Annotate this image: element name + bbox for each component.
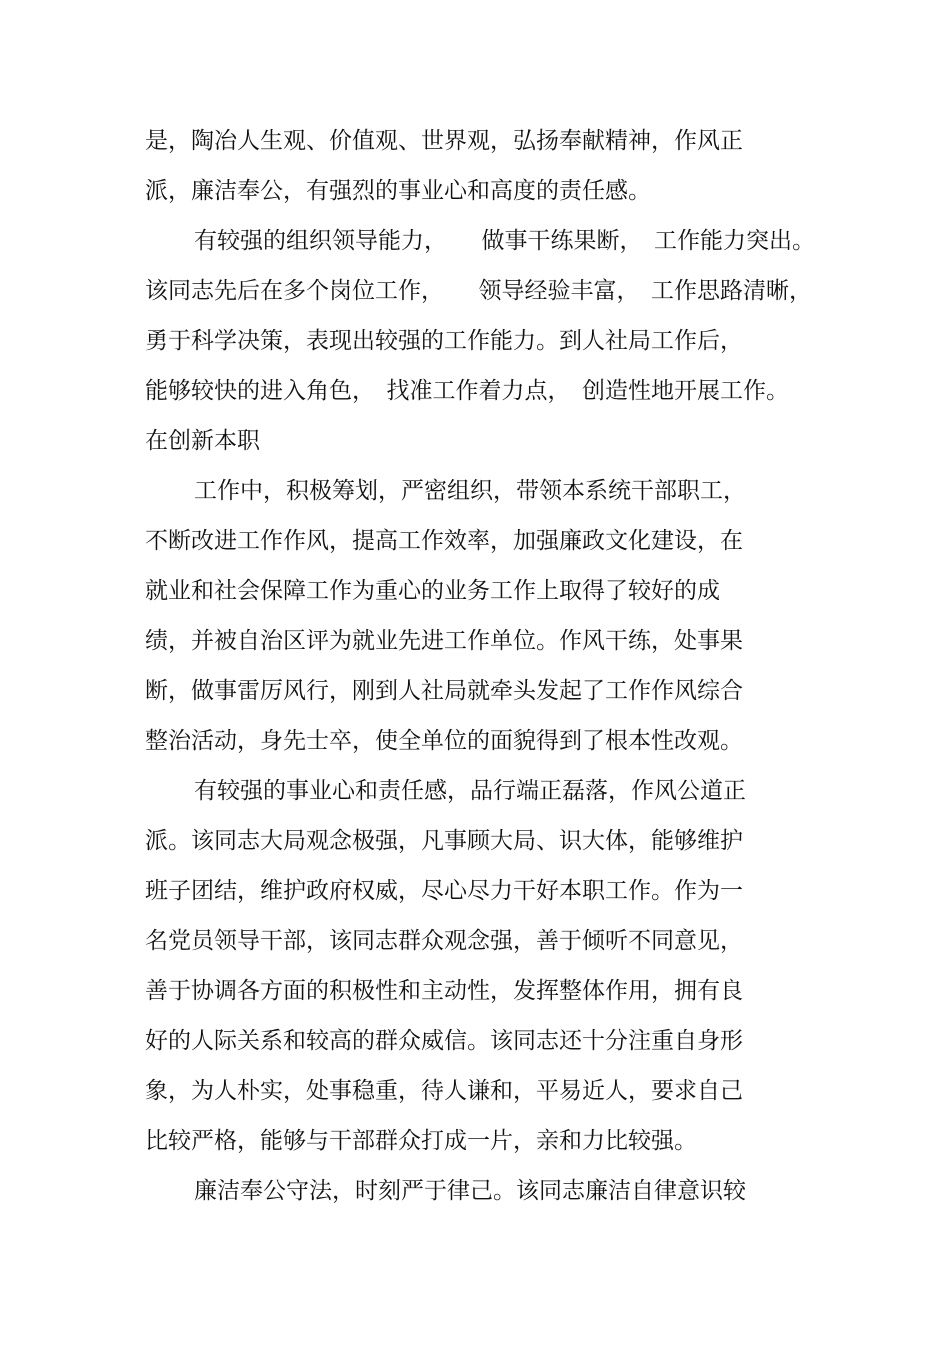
text-line: 好的人际关系和较高的群众威信。该同志还十分注重自身形 — [145, 1028, 743, 1054]
paragraph-start-line: 廉洁奉公守法，时刻严于律己。该同志廉洁自律意识较 — [194, 1178, 746, 1204]
text-line: 勇于科学决策，表现出较强的工作能力。到人社局工作后， — [145, 328, 743, 354]
text-line: 派，廉洁奉公，有强烈的事业心和高度的责任感。 — [145, 178, 651, 204]
text-line: 就业和社会保障工作为重心的业务工作上取得了较好的成 — [145, 578, 720, 604]
text-line: 断，做事雷厉风行，刚到人社局就牵头发起了工作作风综合 — [145, 678, 743, 704]
text-line: 能够较快的进入角色， 找准工作着力点， 创造性地开展工作。 — [145, 378, 789, 404]
text-line: 名党员领导干部，该同志群众观念强，善于倾听不同意见， — [145, 928, 743, 954]
text-line: 是，陶冶人生观、价值观、世界观，弘扬奉献精神，作风正 — [145, 128, 743, 154]
text-line: 整治活动，身先士卒，使全单位的面貌得到了根本性改观。 — [145, 728, 743, 754]
text-line: 象，为人朴实，处事稳重，待人谦和，平易近人，要求自己 — [145, 1078, 743, 1104]
paragraph-start-line: 有较强的事业心和责任感，品行端正磊落，作风公道正 — [194, 778, 746, 804]
text-line: 派。该同志大局观念极强，凡事顾大局、识大体，能够维护 — [145, 828, 743, 854]
text-line: 班子团结，维护政府权威，尽心尽力干好本职工作。作为一 — [145, 878, 743, 904]
paragraph-start-line: 工作中，积极筹划，严密组织，带领本系统干部职工， — [194, 478, 746, 504]
text-line: 在创新本职 — [145, 428, 260, 454]
text-line: 不断改进工作作风，提高工作效率，加强廉政文化建设，在 — [145, 528, 743, 554]
text-line: 善于协调各方面的积极性和主动性，发挥整体作用，拥有良 — [145, 978, 743, 1004]
text-line: 该同志先后在多个岗位工作， 领导经验丰富， 工作思路清晰， — [145, 278, 812, 304]
text-line: 绩，并被自治区评为就业先进工作单位。作风干练，处事果 — [145, 628, 743, 654]
paragraph-start-line: 有较强的组织领导能力， 做事干练果断， 工作能力突出。 — [194, 228, 815, 254]
text-line: 比较严格，能够与干部群众打成一片，亲和力比较强。 — [145, 1128, 697, 1154]
